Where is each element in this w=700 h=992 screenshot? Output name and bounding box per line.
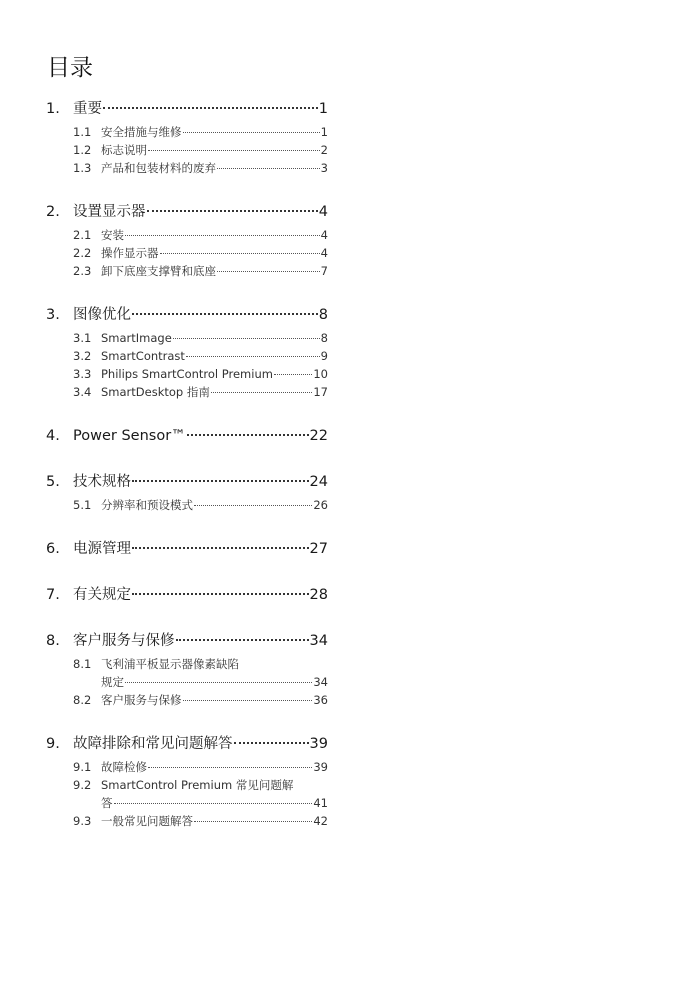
toc-section [46,425,328,447]
dot-leader [132,593,309,595]
dot-leader [132,480,309,482]
subentry-page: 36 [313,693,328,707]
subentry-page: 26 [313,498,328,512]
subentry-number: 3.4 [73,385,92,399]
toc-entry[interactable] [46,201,328,223]
subentry-page: 8 [320,331,328,345]
dot-leader [148,767,312,768]
toc-subentry[interactable] [46,262,328,280]
dot-leader [211,392,312,393]
entry-title: Power Sensor™ [73,428,186,444]
dot-leader [187,434,309,436]
subentry-page: 4 [320,228,328,242]
dot-leader [194,505,312,506]
subentry-title: 操作显示器 [101,246,159,260]
dot-leader [234,742,309,744]
subentry-page: 3 [320,161,328,175]
entry-number: 5. [46,474,60,490]
subentry-title: 一般常见问题解答 [101,814,193,828]
subentry-page: 34 [313,675,328,689]
dot-leader [173,338,320,339]
toc-subentry[interactable] [46,776,328,794]
entry-page: 22 [309,428,328,444]
subentry-number: 1.2 [73,143,92,157]
entry-number: 8. [46,633,60,649]
entry-title: 客户服务与保修 [73,633,175,649]
toc-subentry[interactable] [46,812,328,830]
toc-entry[interactable] [46,304,328,326]
entry-number: 2. [46,204,60,220]
entry-page: 39 [309,736,328,752]
dot-leader [125,235,320,236]
entry-number: 7. [46,587,60,603]
subentry-page: 10 [313,367,328,381]
subentry-number: 1.3 [73,161,92,175]
subentry-page: 41 [313,796,328,810]
entry-page: 8 [318,307,328,323]
dot-leader [217,271,320,272]
entry-title: 技术规格 [73,474,131,490]
subentry-title-continued: 规定 [101,675,124,689]
entry-page: 1 [318,101,328,117]
toc-entry[interactable] [46,471,328,493]
subentry-number: 9.1 [73,760,92,774]
toc-subentry[interactable] [46,655,328,673]
dot-leader [217,168,320,169]
subentry-title: 卸下底座支撑臂和底座 [101,264,216,278]
entry-number: 9. [46,736,60,752]
dot-leader [148,150,320,151]
toc-section [46,630,328,709]
subentry-page: 7 [320,264,328,278]
dot-leader [183,700,313,701]
toc-entry[interactable] [46,733,328,755]
toc-section [46,201,328,280]
subentry-title-continued: 答 [101,796,113,810]
subentry-page: 39 [313,760,328,774]
subentry-number: 8.2 [73,693,92,707]
table-of-contents [46,98,328,854]
subentry-title: 安全措施与维修 [101,125,182,139]
subentry-title: 飞利浦平板显示器像素缺陷 [101,657,239,671]
toc-subentry[interactable] [46,496,328,514]
subentry-title: 故障检修 [101,760,147,774]
entry-number: 3. [46,307,60,323]
dot-leader [194,821,312,822]
subentry-title: SmartImage [101,331,172,345]
dot-leader [132,547,309,549]
dot-leader [125,682,312,683]
entry-page: 34 [309,633,328,649]
entry-title: 有关规定 [73,587,131,603]
toc-section [46,98,328,177]
toc-subentry[interactable] [46,244,328,262]
toc-entry[interactable] [46,630,328,652]
entry-title: 图像优化 [73,307,131,323]
toc-subentry-continued[interactable] [46,794,328,812]
toc-subentry[interactable] [46,159,328,177]
subentry-page: 1 [320,125,328,139]
page-title: 目录 [47,55,93,81]
subentry-number: 9.3 [73,814,92,828]
subentry-title: 安装 [101,228,124,242]
toc-entry[interactable] [46,584,328,606]
toc-section [46,538,328,560]
subentry-number: 2.1 [73,228,92,242]
toc-subentry-continued[interactable] [46,673,328,691]
subentry-title: 标志说明 [101,143,147,157]
subentry-number: 2.2 [73,246,92,260]
entry-page: 4 [318,204,328,220]
subentry-page: 2 [320,143,328,157]
subentry-title: 产品和包装材料的废弃 [101,161,216,175]
entry-title: 电源管理 [73,541,131,557]
toc-subentry[interactable] [46,383,328,401]
subentry-title: SmartControl Premium 常见问题解 [101,778,294,792]
entry-title: 故障排除和常见问题解答 [73,736,233,752]
entry-title: 重要 [73,101,102,117]
toc-section [46,584,328,606]
dot-leader [103,107,318,109]
subentry-page: 4 [320,246,328,260]
dot-leader [183,132,320,133]
toc-entry[interactable] [46,538,328,560]
subentry-title: 分辨率和预设模式 [101,498,193,512]
subentry-title: SmartContrast [101,349,185,363]
entry-page: 24 [309,474,328,490]
dot-leader [132,313,318,315]
toc-entry[interactable] [46,425,328,447]
subentry-title: SmartDesktop 指南 [101,385,210,399]
entry-page: 28 [309,587,328,603]
subentry-page: 42 [313,814,328,828]
subentry-number: 3.3 [73,367,92,381]
toc-subentry[interactable] [46,226,328,244]
dot-leader [160,253,320,254]
dot-leader [176,639,309,641]
toc-subentry[interactable] [46,123,328,141]
subentry-number: 5.1 [73,498,92,512]
toc-section [46,304,328,401]
dot-leader [274,374,312,375]
toc-subentry[interactable] [46,141,328,159]
subentry-number: 3.1 [73,331,92,345]
subentry-title: Philips SmartControl Premium [101,367,273,381]
subentry-page: 17 [313,385,328,399]
subentry-number: 8.1 [73,657,92,671]
toc-entry[interactable] [46,98,328,120]
subentry-number: 9.2 [73,778,92,792]
entry-number: 1. [46,101,60,117]
toc-subentry[interactable] [46,758,328,776]
entry-number: 4. [46,428,60,444]
subentry-number: 3.2 [73,349,92,363]
entry-number: 6. [46,541,60,557]
toc-subentry[interactable] [46,365,328,383]
toc-section [46,471,328,514]
entry-page: 27 [309,541,328,557]
subentry-number: 2.3 [73,264,92,278]
dot-leader [147,210,318,212]
toc-subentry[interactable] [46,329,328,347]
dot-leader [186,356,320,357]
toc-section [46,733,328,830]
subentry-title: 客户服务与保修 [101,693,182,707]
entry-title: 设置显示器 [73,204,146,220]
subentry-number: 1.1 [73,125,92,139]
toc-subentry[interactable] [46,691,328,709]
dot-leader [114,803,313,804]
subentry-page: 9 [320,349,328,363]
toc-subentry[interactable] [46,347,328,365]
